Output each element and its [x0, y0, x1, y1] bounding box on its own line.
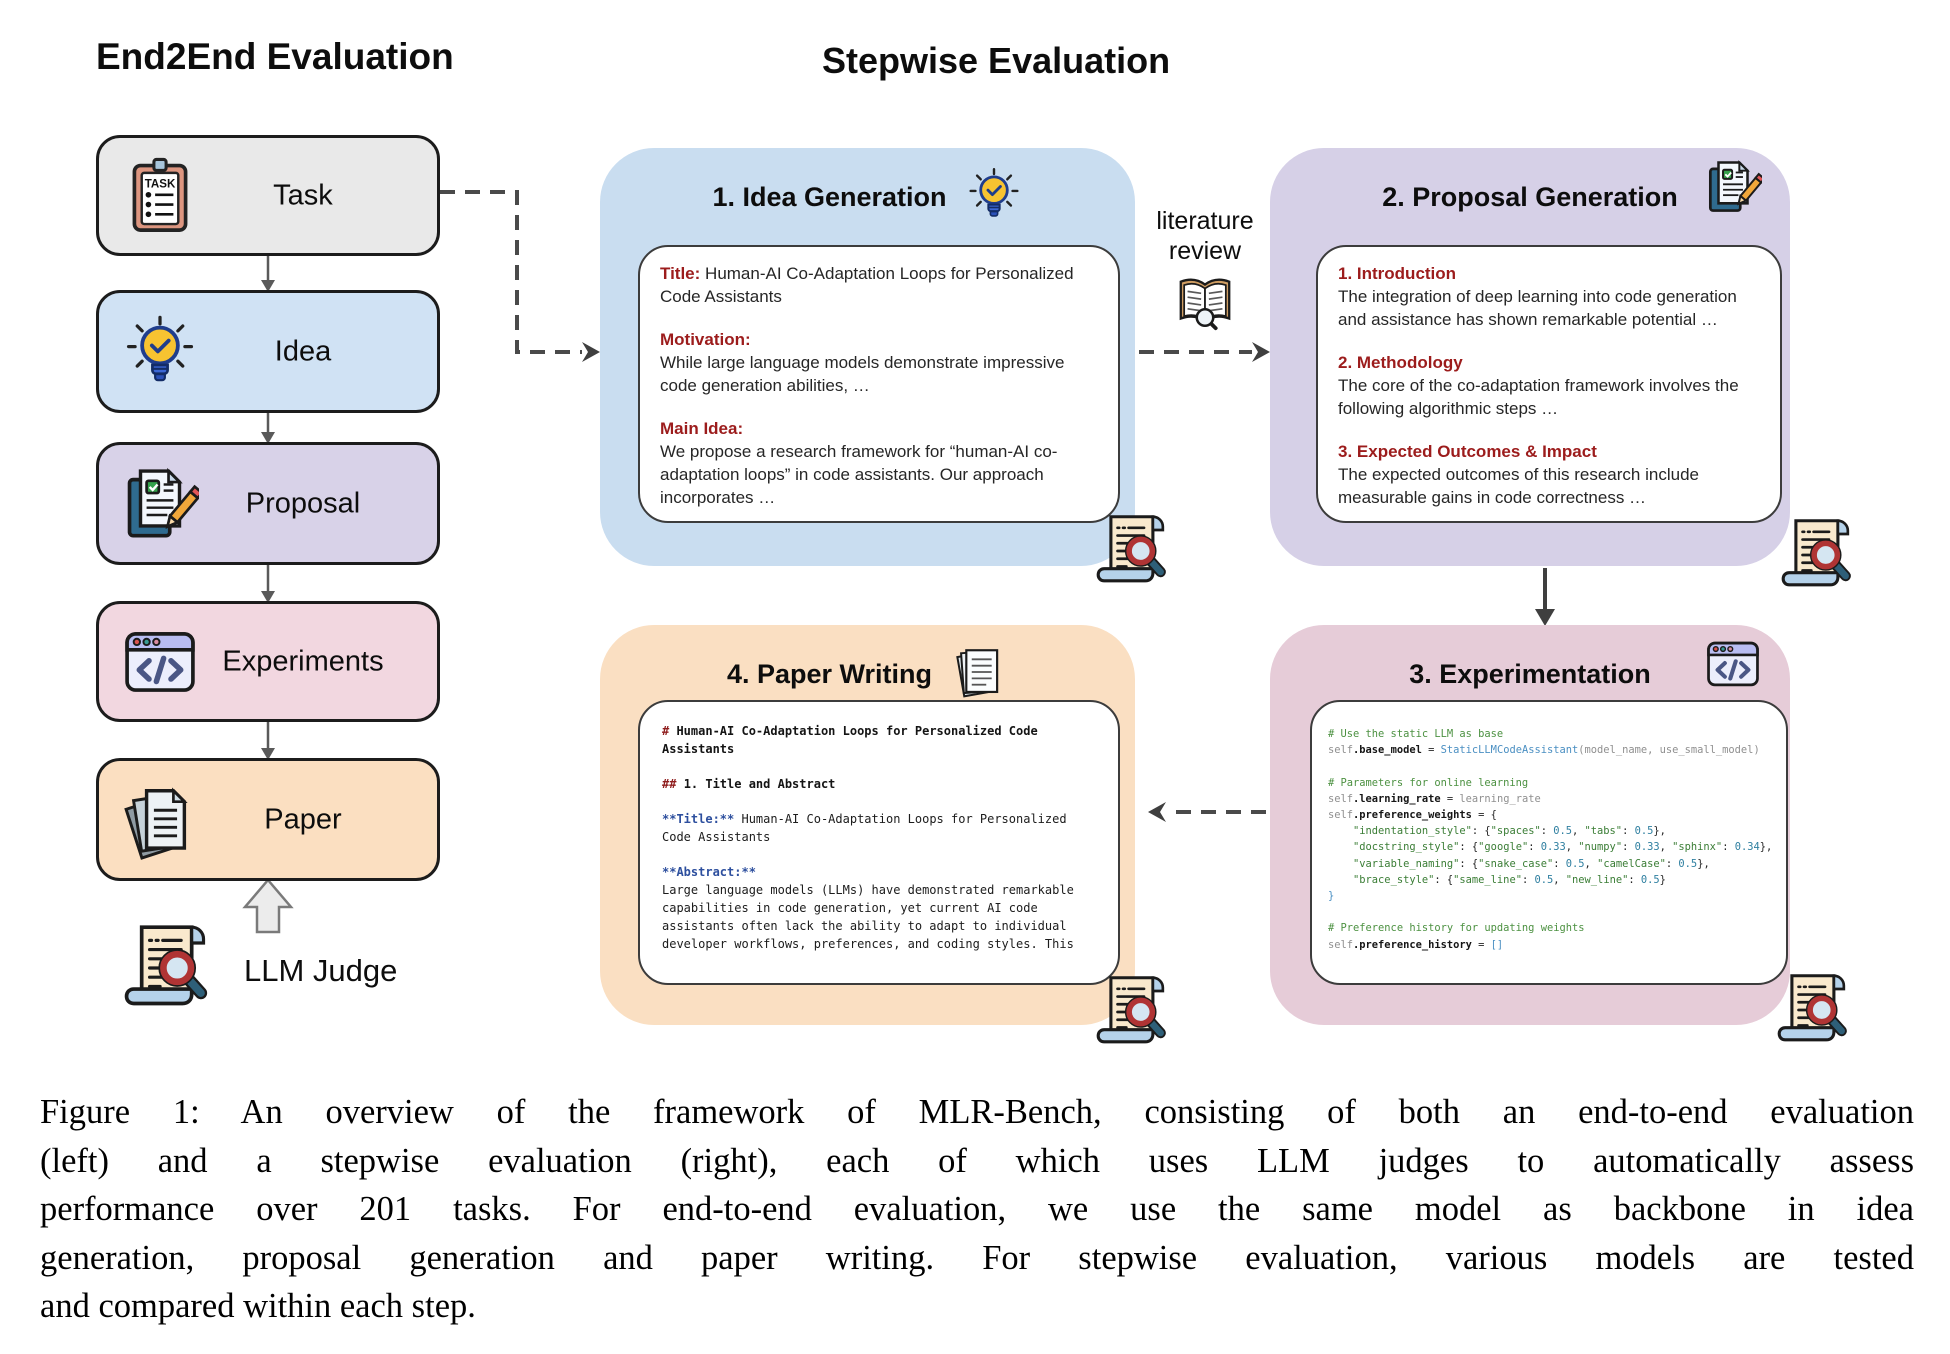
stage-label: Experiments — [222, 645, 384, 677]
stage-task — [96, 135, 440, 256]
experimentation-header — [1270, 625, 1790, 705]
book-magnifier-icon — [1174, 274, 1236, 337]
markdown-block: **Title:** Human-AI Co-Adaptation Loops for Personalized Code Assistants — [662, 812, 1067, 844]
code-line: "variable_naming": {"snake_case": 0.5, "camelCase": 0.5}, — [1353, 857, 1710, 870]
svg-text:TASK: TASK — [144, 177, 176, 190]
experimentation-title: 3. Experimentation — [1409, 658, 1651, 689]
literature-review — [1130, 206, 1280, 337]
scroll-magnifier-icon — [1776, 513, 1860, 602]
code-line — [1328, 758, 1780, 774]
code-line: self.learning_rate = learning_rate — [1328, 792, 1541, 805]
paper-writing-title: 4. Paper Writing — [726, 658, 933, 689]
markdown-block: **Abstract:** — [662, 865, 756, 879]
paper-writing-header — [600, 625, 1135, 705]
paper-writing-markdown-card — [638, 700, 1120, 985]
idea-generation-title: 1. Idea Generation — [712, 181, 947, 212]
proposal-generation-header — [1270, 148, 1790, 228]
stage-label: Proposal — [245, 487, 361, 519]
figure-caption-line: (left) and a stepwise evaluation (right), each of which uses LLM judges to automatically assess — [40, 1141, 1914, 1180]
end2end-title: End2End Evaluation — [96, 36, 454, 77]
code-window-icon — [1704, 635, 1762, 698]
lightbulb-icon — [965, 166, 1023, 229]
stage-paper — [96, 758, 440, 881]
idea-card — [638, 245, 1120, 523]
literature-review-label: literature review — [1156, 207, 1254, 265]
code-line: "indentation_style": {"spaces": 0.5, "tabs": 0.5}, — [1353, 825, 1666, 838]
idea-field: Main Idea: We propose a research framework for “human-AI co-adaptation loops” in code assistants. Our approach incorporates … — [660, 419, 1058, 507]
code-line: self.preference_history = [] — [1328, 938, 1504, 951]
paper-writing-panel — [600, 625, 1135, 1025]
code-line: self.preference_weights = { — [1328, 809, 1497, 822]
experimentation-panel — [1270, 625, 1790, 1025]
proposal-card — [1316, 245, 1782, 523]
markdown-block: Large language models (LLMs) have demonstrated remarkable capabilities in code generation, yet current AI code assistants often lack the ability to adapt to individual developer workflows, preferences, and coding styles. This — [662, 883, 1074, 951]
markdown-block: # Human-AI Co-Adaptation Loops for Personalized Code Assistants — [662, 724, 1038, 756]
proposal-section: 1. Introduction The integration of deep learning into code generation and assistance has shown remarkable potential … — [1338, 264, 1737, 329]
proposal-section: 3. Expected Outcomes & Impact The expected outcomes of this research include measurable gains in code correctness … — [1338, 442, 1699, 507]
code-line: # Use the static LLM as base — [1328, 728, 1504, 740]
stage-idea — [96, 290, 440, 413]
proposal-generation-panel — [1270, 148, 1790, 566]
stage-experiments — [96, 601, 440, 722]
experimentation-code-card — [1310, 700, 1788, 985]
llm-judge-label: LLM Judge — [244, 952, 398, 988]
code-line: self.base_model = StaticLLMCodeAssistant(model_name, use_small_model) — [1328, 744, 1760, 757]
code-line: "docstring_style": {"google": 0.33, "numpy": 0.33, "sphinx": 0.34}, — [1353, 841, 1773, 854]
llm-judge — [118, 918, 397, 1023]
document-pencil-icon — [1704, 158, 1762, 221]
figure-caption-line: Figure 1: An overview of the framework of MLR-Bench, consisting of both an end-to-end evaluation — [40, 1093, 1914, 1131]
end2end-pipeline — [96, 0, 440, 900]
scroll-magnifier-icon — [118, 918, 218, 1023]
idea-generation-panel — [600, 148, 1135, 566]
markdown-block: ## 1. Title and Abstract — [662, 777, 836, 791]
idea-field: Title: Human-AI Co-Adaptation Loops for Personalized Code Assistants — [660, 264, 1074, 306]
idea-field: Motivation: While large language models demonstrate impressive code generation abilities, … — [660, 330, 1065, 395]
stage-proposal — [96, 442, 440, 565]
figure-caption — [40, 1088, 1914, 1331]
papers-icon — [950, 643, 1008, 706]
code-line: # Parameters for online learning — [1328, 776, 1529, 789]
stage-label: Idea — [274, 335, 332, 367]
figure-caption-line: performance over 201 tasks. For end-to-end evaluation, we use the same model as backbone in idea — [40, 1190, 1914, 1228]
code-line: # Preference history for updating weights — [1328, 922, 1585, 935]
code-line — [1328, 904, 1780, 920]
proposal-generation-title: 2. Proposal Generation — [1382, 181, 1678, 212]
figure-caption-line: generation, proposal generation and paper writing. For stepwise evaluation, various models are tested — [40, 1238, 1914, 1277]
scroll-magnifier-icon — [1091, 970, 1175, 1059]
proposal-section: 2. Methodology The core of the co-adaptation framework involves the following algorithmic steps … — [1338, 353, 1739, 418]
stage-label: Task — [273, 179, 333, 211]
idea-generation-header — [600, 148, 1135, 228]
scroll-magnifier-icon — [1772, 968, 1856, 1057]
scroll-magnifier-icon — [1091, 509, 1175, 598]
figure-caption-line: and compared within each step. — [40, 1287, 476, 1325]
code-line: } — [1328, 890, 1335, 903]
stage-label: Paper — [264, 803, 342, 835]
stepwise-title: Stepwise Evaluation — [822, 40, 1171, 81]
code-line: "brace_style": {"same_line": 0.5, "new_line": 0.5} — [1353, 873, 1666, 886]
